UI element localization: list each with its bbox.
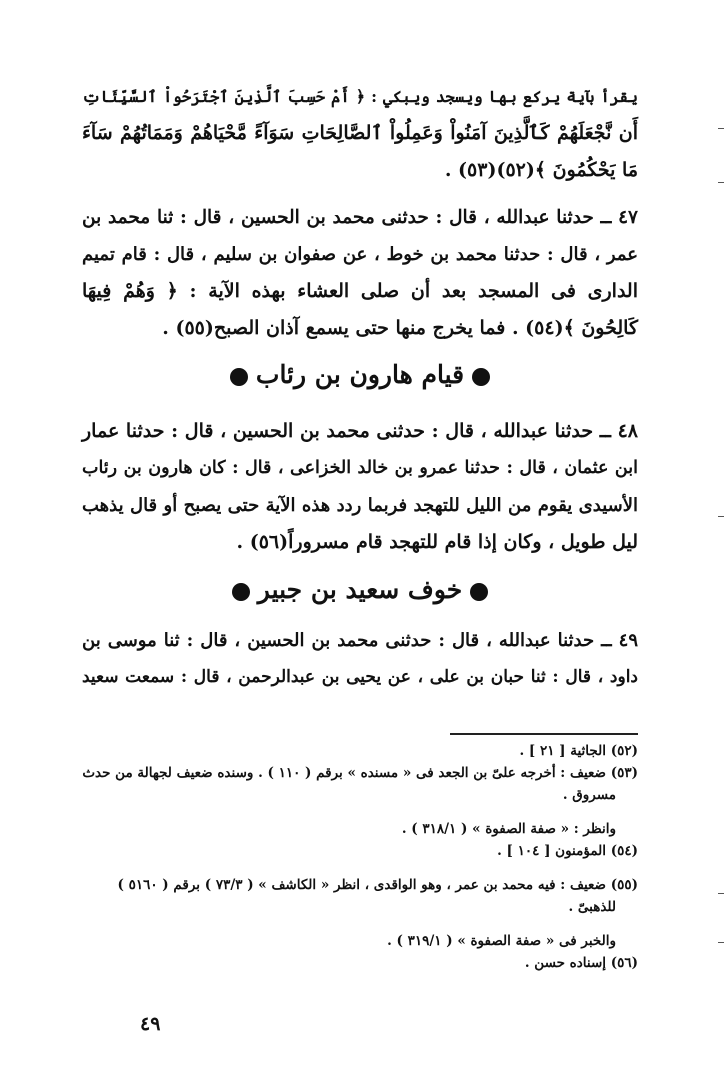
text-line: عمر ، قال : حدثنا محمد بن خوط ، عن صفوان بن سليم ، قال : قام تميم: [82, 244, 638, 265]
scan-edge-mark: [718, 516, 724, 517]
footnote-53-ref: وانظر : « صفة الصفوة » ( ٣١٨/١ ) .: [401, 821, 616, 837]
bullet-dot-icon: [470, 583, 488, 601]
section-heading-harun: [82, 360, 638, 389]
heading-text: خوف سعيد بن جبير: [257, 575, 463, 604]
section-heading-said: [82, 575, 638, 604]
footnote-55: (٥٥) ضعيف : فيه محمد بن عمر ، وهو الواقدى ، انظر « الكاشف » ( ٧٣/٣ ) برقم ( ٥١٦٠ ): [117, 877, 638, 893]
paragraph-48: [82, 413, 638, 561]
paragraph-47: [82, 199, 638, 347]
footnote-divider: [450, 733, 638, 735]
bullet-dot-icon: [472, 368, 490, 386]
footnotes: [82, 740, 638, 974]
scan-edge-mark: [718, 942, 724, 943]
text-line: ابن عثمان ، قال : حدثنا عمرو بن خالد الخزاعى ، قال : كان هارون بن رئاب: [82, 458, 638, 478]
footnote-56: (٥٦) إسناده حسن .: [524, 955, 638, 971]
text-line: الدارى فى المسجد بعد أن صلى العشاء بهذه الآية : ﴿ وَهُمْ فِيهَا: [82, 280, 638, 302]
footnote-53-cont: مسروق .: [562, 787, 616, 803]
text-line: ٤٨ ــ حدثنا عبدالله ، قال : حدثنى محمد بن الحسين ، قال : حدثنا عمار: [82, 420, 638, 442]
scan-edge-mark: [718, 893, 724, 894]
page-number: ٤٩: [140, 1013, 161, 1035]
text-line: الأسيدى يقوم من الليل للتهجد فربما ردد هذه الآية حتى يصبح أو قال يذهب: [82, 495, 638, 516]
text-line: داود ، قال : ثنا حبان بن على ، عن يحيى بن عبدالرحمن ، قال : سمعت سعيد: [82, 667, 638, 687]
bullet-dot-icon: [230, 368, 248, 386]
heading-text: قيام هارون بن رئاب: [255, 360, 465, 389]
footnote-54: (٥٤) المؤمنون [ ١٠٤ ] .: [497, 843, 638, 859]
text-line: كَالِحُونَ ﴾(٥٤) . فما يخرج منها حتى يسمع آذان الصبح(٥٥) .: [162, 317, 638, 339]
scan-edge-mark: [718, 182, 724, 183]
footnote-52: (٥٢) الجاثية [ ٢١ ] .: [519, 743, 638, 759]
paragraph-quran-verse: [82, 78, 638, 189]
text-line: ٤٩ ــ حدثنا عبدالله ، قال : حدثنى محمد بن الحسين ، قال : ثنا موسى بن: [82, 630, 638, 651]
footnote-55-cont: للذهبىّ .: [568, 899, 616, 915]
scan-edge-mark: [718, 128, 724, 129]
text-line: مَا يَحْكُمُونَ ﴾(٥٢)(٥٣) .: [444, 159, 638, 181]
footnote-53: (٥٣) ضعيف : أخرجه علىّ بن الجعد فى « مسنده » برقم ( ١١٠ ) . وسنده ضعيف لجهالة من حدث: [82, 765, 638, 781]
text-line: أَن نَّجْعَلَهُمْ كَٱلَّذِينَ آمَنُواْ وَعَمِلُواْ ٱلصَّالِحَاتِ سَوَآءً مَّحْيَاهُمْ وَمَمَاتُهُمْ سَآءَ: [82, 122, 638, 144]
text-line: ليل طويل ، وكان إذا قام للتهجد قام مسروراً(٥٦) .: [236, 531, 638, 553]
text-line: ٤٧ ــ حدثنا عبدالله ، قال : حدثنى محمد بن الحسين ، قال : ثنا محمد بن: [82, 207, 638, 228]
bullet-dot-icon: [232, 583, 250, 601]
paragraph-49: [82, 622, 638, 696]
text-line: يقرأ بآية يركع بها ويسجد ويبكي : ﴿ أَمْ حَسِبَ ٱلَّذِينَ ٱجْتَرَحُواْ ٱلسَّيِّئَاتِ: [82, 87, 638, 106]
footnote-55-ref: والخبر فى « صفة الصفوة » ( ٣١٩/١ ) .: [387, 933, 616, 949]
